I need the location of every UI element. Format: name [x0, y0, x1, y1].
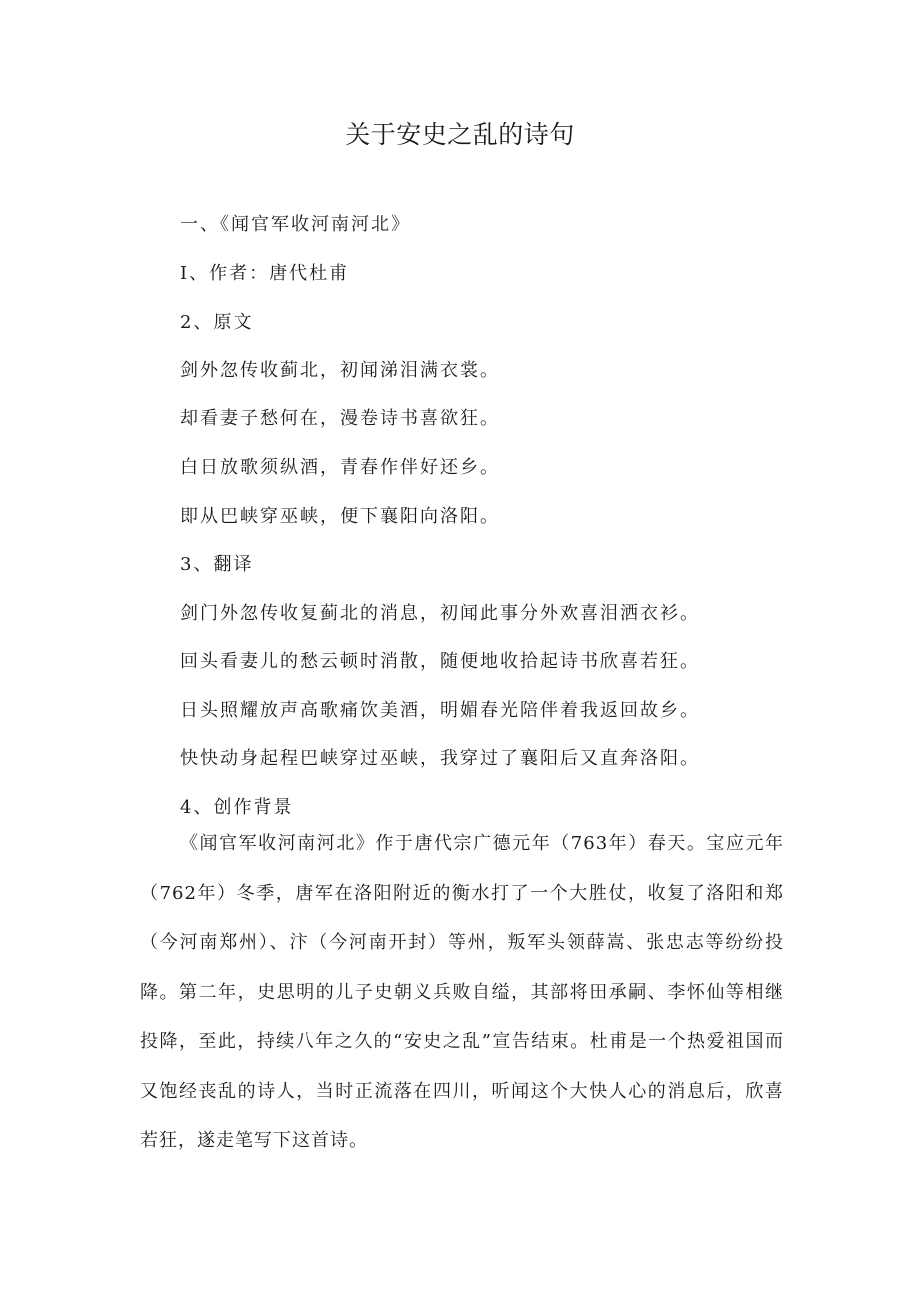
section-heading-poem-title: 一、《闻官军收河南河北》 [180, 214, 411, 235]
translation-line: 剑门外忽传收复蓟北的消息，初闻此事分外欢喜泪洒衣衫。 [180, 603, 700, 624]
original-line: 白日放歌须纵酒，青春作伴好还乡。 [180, 457, 500, 478]
translation-heading: 3、翻译 [180, 554, 254, 575]
original-line: 即从巴峡穿巫峡，便下襄阳向洛阳。 [180, 506, 500, 527]
author-line: I、作者：唐代杜甫 [180, 263, 350, 284]
translation-line: 回头看妻儿的愁云顿时消散，随便地收拾起诗书欣喜若狂。 [180, 651, 700, 672]
original-line: 却看妻子愁何在，漫卷诗书喜欲狂。 [180, 408, 500, 429]
document-title: 关于安史之乱的诗句 [345, 120, 575, 149]
background-heading: 4、创作背景 [180, 797, 294, 818]
original-text-heading: 2、原文 [180, 312, 254, 333]
translation-line: 快快动身起程巴峡穿过巫峡，我穿过了襄阳后又直奔洛阳。 [180, 748, 700, 769]
translation-line: 日头照耀放声高歌痛饮美酒，明媚春光陪伴着我返回故乡。 [180, 700, 700, 721]
original-line: 剑外忽传收蓟北，初闻涕泪满衣裳。 [180, 360, 500, 381]
background-paragraph: 《闻官军收河南河北》作于唐代宗广德元年（763年）春天。宝应元年（762年）冬季，唐军在洛阳附近的衡水打了一个大胜仗，收复了洛阳和郑（今河南郑州）、汴（今河南开封）等州，叛军头领薛嵩、张忠志等纷纷投降。第二年，史思明的儿子史朝义兵败自缢，其部将田承嗣、李怀仙等相继投降，至此，持续八年之久的“安史之乱”宣告结束。杜甫是一个热爱祖国而又饱经丧乱的诗人，当时正流落在四川，听闻这个大快人心的消息后，欣喜若狂，遂走笔写下这首诗。 [140, 833, 784, 1151]
